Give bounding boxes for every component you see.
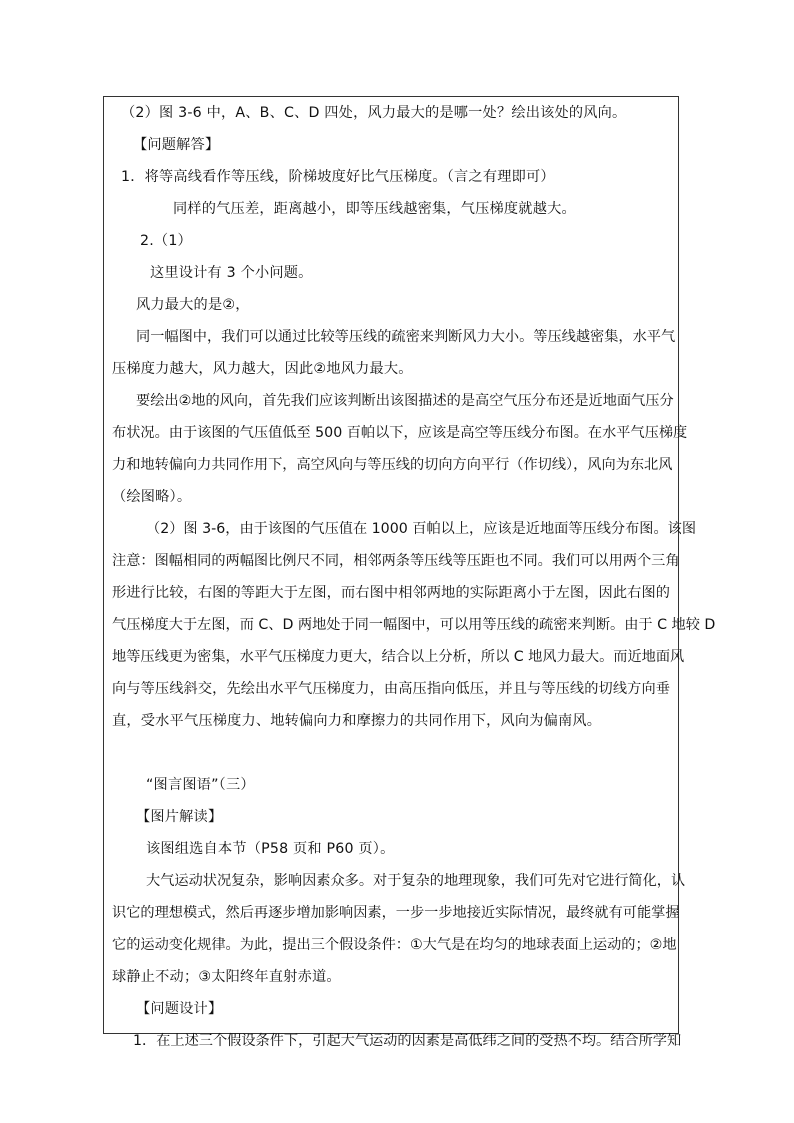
paragraph-line: 识它的理想模式，然后再逐步增加影响因素，一步一步地接近实际情况，最终就有可能掌握 bbox=[112, 905, 680, 921]
paragraph-line: 力和地转偏向力共同作用下，高空风向与等压线的切向方向平行（作切线），风向为东北风 bbox=[112, 457, 673, 473]
paragraph-line: 该图组选自本节（P58 页和 P60 页）。 bbox=[146, 841, 395, 857]
paragraph-line: 向与等压线斜交，先绘出水平气压梯度力，由高压指向低压，并且与等压线的切线方向垂 bbox=[112, 681, 670, 697]
paragraph-line: 同一幅图中，我们可以通过比较等压线的疏密来判断风力大小。等压线越密集，水平气 bbox=[136, 329, 676, 345]
paragraph-line: 布状况。由于该图的气压值低至 500 百帕以下，应该是高空等压线分布图。在水平气压梯度 bbox=[112, 425, 688, 441]
section-heading-question-design: 【问题设计】 bbox=[136, 1001, 223, 1017]
paragraph-line: （2）图 3-6，由于该图的气压值在 1000 百帕以上，应该是近地面等压线分布图。该图 bbox=[146, 521, 697, 537]
section-title-tuyan-3: “图言图语”（三） bbox=[146, 777, 255, 793]
paragraph-line: 球静止不动；③太阳终年直射赤道。 bbox=[112, 969, 341, 985]
paragraph-line: 地等压线更为密集，水平气压梯度力更大，结合以上分析，所以 C 地风力最大。而近地面风 bbox=[112, 649, 685, 665]
paragraph-line: 大气运动状况复杂，影响因素众多。对于复杂的地理现象，我们可先对它进行简化，认 bbox=[146, 873, 686, 889]
paragraph-line: 这里设计有 3 个小问题。 bbox=[150, 265, 313, 281]
paragraph-line: 直，受水平气压梯度力、地转偏向力和摩擦力的共同作用下，风向为偏南风。 bbox=[112, 713, 602, 729]
answer-1-detail: 同样的气压差，距离越小，即等压线越密集，气压梯度就越大。 bbox=[173, 201, 576, 217]
section-heading-answer: 【问题解答】 bbox=[133, 137, 220, 153]
paragraph-line: （绘图略）。 bbox=[112, 489, 192, 505]
answer-2-label: 2.（1） bbox=[140, 233, 192, 249]
paragraph-line: 它的运动变化规律。为此，提出三个假设条件：①大气是在均匀的地球表面上运动的；②地 bbox=[112, 937, 677, 953]
paragraph-line: 风力最大的是②， bbox=[136, 297, 250, 313]
paragraph-line: 气压梯度大于左图，而 C、D 两地处于同一幅图中，可以用等压线的疏密来判断。由于 C 地较 D bbox=[112, 617, 716, 633]
question-2-prompt: （2）图 3-6 中，A、B、C、D 四处，风力最大的是哪一处？绘出该处的风向。 bbox=[121, 105, 627, 121]
paragraph-line: 压梯度力越大，风力越大，因此②地风力最大。 bbox=[112, 361, 413, 377]
section-heading-image-reading: 【图片解读】 bbox=[136, 809, 223, 825]
paragraph-line: 1．在上述三个假设条件下，引起大气运动的因素是高低纬之间的受热不均。结合所学知 bbox=[133, 1033, 682, 1049]
paragraph-line: 形进行比较，右图的等距大于左图，而右图中相邻两地的实际距离小于左图，因此右图的 bbox=[112, 585, 670, 601]
paragraph-line: 注意：图幅相同的两幅图比例尺不同，相邻两条等压线等压距也不同。我们可以用两个三角 bbox=[112, 553, 680, 569]
answer-1-line: 1．将等高线看作等压线，阶梯坡度好比气压梯度。（言之有理即可） bbox=[121, 169, 555, 185]
paragraph-line: 要绘出②地的风向，首先我们应该判断出该图描述的是高空气压分布还是近地面气压分 bbox=[136, 393, 674, 409]
